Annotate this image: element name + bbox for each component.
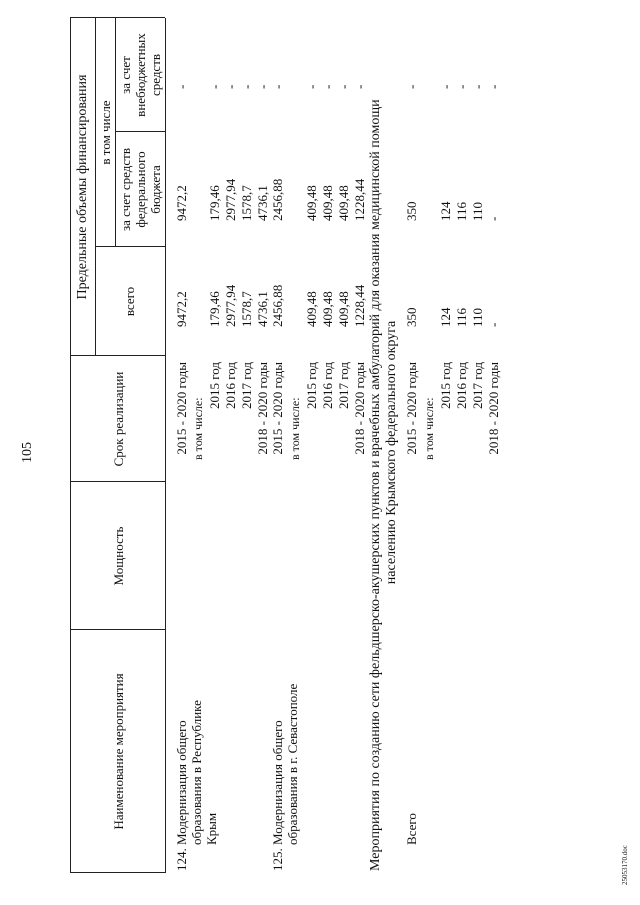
row-federal: 1578,7 — [239, 185, 254, 221]
row-extra: - — [255, 84, 270, 89]
row-period: 2017 год — [239, 362, 254, 409]
header-limits: Предельные объемы финансирования — [75, 74, 90, 300]
header-period: Срок реализации — [111, 371, 126, 467]
section-row-period: 2015 - 2020 годы — [404, 362, 419, 455]
row-federal: 409,48 — [336, 185, 351, 221]
row-total: 409,48 — [320, 291, 335, 327]
section-row-federal: - — [486, 216, 501, 221]
rotated-page: 105 Наименование мероприятия Мощность Срок реализации Предельные объемы финансирования всего в том числе за счет средств федерального бюджета за счет внебюджетных средств 124. Модернизация общего образования в Республике Крым 2015 - 2020 годы 9472,2 9472,2 - в том числе: 2015 год 179,46 179,46 - 2016 год 2977,94 2977,94 - 2017 год 1578,7 1578,7 - 2018 - 2020 годы 4736,1 4736,1 - 125. Модернизация общего образования в г. Севастополе 2015 - 2020 годы 2456,88 2456,88 - в том числе: 2015 год 409,48 409,48 - 2016 год 409,48 409,48 - 2017 год 409,48 409,48 - 2018 - 2020 годы 1228,44 1228,44 - Мероприятия по созданию сети фельдшерско-акушерских пунктов и врачебных амбулаторий для оказания медицинской помощи населению Крымского федерального округа Всего 2015 - 2020 годы 350 350 - в том числе: 2015 год 124 124 - 2016 год 116 116 - 2017 год 110 110 - 2018 - 2020 годы - - - 25053170.doc — [0, 0, 640, 905]
section-row-extra: - — [470, 84, 485, 89]
section-row-name: Всего — [404, 813, 419, 845]
row-federal: 1228,44 — [352, 178, 367, 221]
row-total: 2977,94 — [223, 284, 238, 327]
row-name-line: Крым — [204, 812, 219, 845]
section-row-federal: 110 — [470, 201, 485, 221]
row-period: 2018 - 2020 годы — [352, 362, 367, 455]
row-name-line: образования в г. Севастополе — [285, 683, 300, 845]
section-row-extra: - — [454, 84, 469, 89]
row-federal: 4736,1 — [255, 185, 270, 221]
header-name: Наименование мероприятия — [111, 673, 126, 830]
row-extra: - — [174, 84, 189, 89]
row-period: 2016 год — [320, 362, 335, 409]
row-name-line: образования в Республике — [189, 700, 204, 845]
section-row-federal: 116 — [454, 201, 469, 221]
row-federal: 409,48 — [320, 185, 335, 221]
row-total: 179,46 — [207, 291, 222, 327]
row-extra: - — [320, 84, 335, 89]
section-row-federal: 124 — [438, 201, 453, 221]
row-number: 125. — [270, 848, 285, 871]
header-including: в том числе — [98, 100, 113, 165]
section-row-federal: 350 — [404, 201, 419, 221]
row-period: 2018 - 2020 годы — [255, 362, 270, 455]
row-period: 2015 год — [304, 362, 319, 409]
row-period: 2015 год — [207, 362, 222, 409]
section-row-period: 2017 год — [470, 362, 485, 409]
row-period: в том числе: — [288, 397, 302, 460]
row-extra: - — [336, 84, 351, 89]
section-row-total: - — [486, 322, 501, 327]
row-extra: - — [239, 84, 254, 89]
row-period: 2017 год — [336, 362, 351, 409]
row-extra: - — [207, 84, 222, 89]
document-code: 25053170.doc — [621, 845, 629, 885]
section-row-total: 116 — [454, 307, 469, 327]
row-total: 1578,7 — [239, 291, 254, 327]
section-row-extra: - — [486, 84, 501, 89]
header-total: всего — [122, 286, 137, 317]
row-federal: 9472,2 — [174, 185, 189, 221]
section-row-extra: - — [438, 84, 453, 89]
row-total: 4736,1 — [255, 291, 270, 327]
section-row-period: в том числе: — [422, 397, 436, 460]
section-row-period: 2016 год — [454, 362, 469, 409]
row-period: 2016 год — [223, 362, 238, 409]
row-total: 1228,44 — [352, 284, 367, 327]
row-total: 2456,88 — [270, 284, 285, 327]
section-row-total: 110 — [470, 307, 485, 327]
row-number: 124. — [174, 848, 189, 871]
row-federal: 179,46 — [207, 185, 222, 221]
row-total: 9472,2 — [174, 291, 189, 327]
row-extra: - — [223, 84, 238, 89]
section-row-extra: - — [404, 84, 419, 89]
row-period: 2015 - 2020 годы — [270, 362, 285, 455]
row-federal: 409,48 — [304, 185, 319, 221]
row-federal: 2977,94 — [223, 178, 238, 221]
row-period: в том числе: — [191, 397, 205, 460]
row-extra: - — [304, 84, 319, 89]
row-period: 2015 - 2020 годы — [174, 362, 189, 455]
row-total: 409,48 — [304, 291, 319, 327]
row-total: 409,48 — [336, 291, 351, 327]
row-extra: - — [352, 84, 367, 89]
section-row-period: 2018 - 2020 годы — [486, 362, 501, 455]
section-row-total: 350 — [404, 307, 419, 327]
header-capacity: Мощность — [111, 526, 126, 586]
page-number: 105 — [20, 442, 35, 463]
section-row-total: 124 — [438, 307, 453, 327]
row-federal: 2456,88 — [270, 178, 285, 221]
section-row-period: 2015 год — [438, 362, 453, 409]
row-name-line: Модернизация общего — [270, 720, 285, 845]
row-extra: - — [270, 84, 285, 89]
row-name-line: Модернизация общего — [174, 720, 189, 845]
